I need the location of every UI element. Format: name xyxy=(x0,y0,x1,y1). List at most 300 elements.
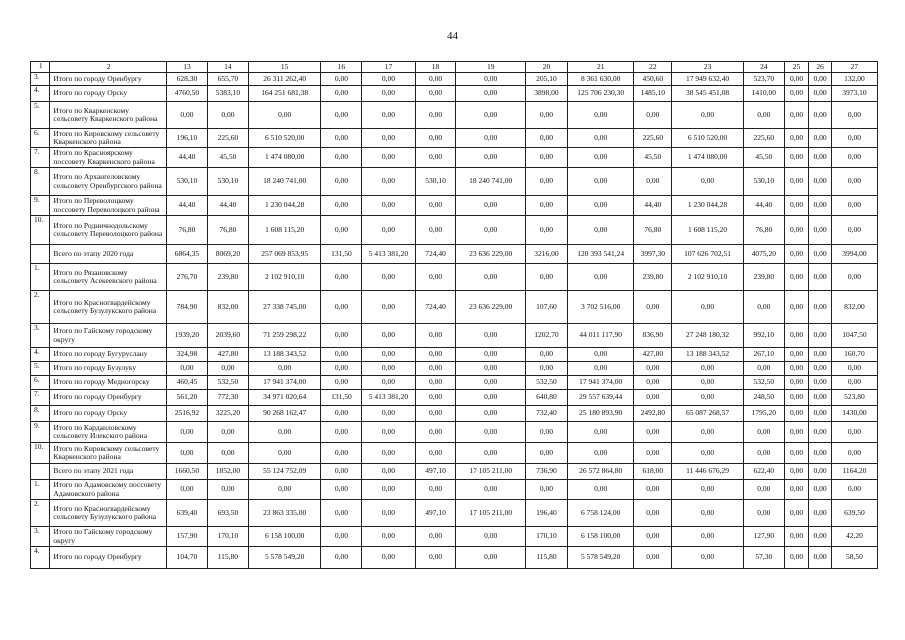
value-cell: 45,50 xyxy=(743,148,784,168)
value-cell: 0,00 xyxy=(784,216,809,245)
value-cell: 2039,60 xyxy=(207,324,248,348)
value-cell: 0,00 xyxy=(809,443,832,464)
row-number-cell: 5. xyxy=(31,362,50,376)
table-row xyxy=(31,480,878,500)
row-label-cell: Итого по Адамовскому поссовету Адамовского района xyxy=(50,480,167,500)
value-cell: 427,80 xyxy=(207,348,248,362)
value-cell: 497,10 xyxy=(415,500,456,527)
value-cell: 640,80 xyxy=(526,390,568,406)
value-cell: 0,00 xyxy=(784,390,809,406)
value-cell: 6864,35 xyxy=(167,245,208,264)
row-label-cell: Итого по городу Медногорску xyxy=(50,376,167,390)
value-cell: 0,00 xyxy=(415,216,456,245)
value-cell: 13 188 343,52 xyxy=(672,348,744,362)
value-cell: 0,00 xyxy=(634,362,672,376)
value-cell: 1 230 044,28 xyxy=(248,196,321,216)
row-label-cell: Итого по Кировскому сельсовету Кваркенского района xyxy=(50,443,167,464)
value-cell: 0,00 xyxy=(526,264,568,291)
value-cell: 561,20 xyxy=(167,390,208,406)
value-cell: 3994,00 xyxy=(831,245,877,264)
value-cell: 23 636 229,00 xyxy=(456,245,526,264)
value-cell: 532,50 xyxy=(526,376,568,390)
value-cell: 107 626 702,51 xyxy=(672,245,744,264)
value-cell: 0,00 xyxy=(784,348,809,362)
value-cell: 0,00 xyxy=(415,148,456,168)
value-cell: 26 572 864,80 xyxy=(567,464,633,480)
row-label-cell: Итого по Красноярскому поссовету Кваркенского района xyxy=(50,148,167,168)
value-cell: 0,00 xyxy=(456,86,526,102)
value-cell: 0,00 xyxy=(321,500,362,527)
value-cell: 0,00 xyxy=(784,464,809,480)
value-cell: 0,00 xyxy=(362,443,415,464)
row-number-cell: 4. xyxy=(31,86,50,102)
value-cell: 170,10 xyxy=(207,527,248,547)
value-cell: 6 158 100,00 xyxy=(567,527,633,547)
value-cell: 44,40 xyxy=(634,196,672,216)
value-cell: 5 578 549,20 xyxy=(567,547,633,569)
header-row xyxy=(31,62,878,73)
table-row xyxy=(31,73,878,86)
value-cell: 0,00 xyxy=(207,443,248,464)
value-cell: 2 102 910,10 xyxy=(672,264,744,291)
value-cell: 0,00 xyxy=(809,362,832,376)
value-cell: 992,10 xyxy=(743,324,784,348)
value-cell: 225,60 xyxy=(207,129,248,148)
value-cell: 0,00 xyxy=(634,547,672,569)
header-cell: 19 xyxy=(456,62,526,73)
value-cell: 0,00 xyxy=(415,422,456,443)
row-label-cell: Итого по Кардаиловскому сельсовету Илекского района xyxy=(50,422,167,443)
value-cell: 0,00 xyxy=(526,443,568,464)
table-row xyxy=(31,500,878,527)
value-cell: 0,00 xyxy=(567,348,633,362)
value-cell: 0,00 xyxy=(634,390,672,406)
value-cell: 832,00 xyxy=(207,291,248,324)
value-cell: 0,00 xyxy=(207,362,248,376)
value-cell: 0,00 xyxy=(248,102,321,129)
value-cell: 5383,10 xyxy=(207,86,248,102)
value-cell: 0,00 xyxy=(784,547,809,569)
value-cell: 0,00 xyxy=(415,86,456,102)
value-cell: 0,00 xyxy=(672,500,744,527)
row-label-cell: Итого по Гайскому городскому округу xyxy=(50,324,167,348)
value-cell: 0,00 xyxy=(809,129,832,148)
value-cell: 0,00 xyxy=(321,527,362,547)
value-cell: 0,00 xyxy=(526,102,568,129)
value-cell: 0,00 xyxy=(831,264,877,291)
value-cell: 4760,50 xyxy=(167,86,208,102)
value-cell: 6 510 520,00 xyxy=(672,129,744,148)
value-cell: 29 557 639,44 xyxy=(567,390,633,406)
value-cell: 0,00 xyxy=(672,102,744,129)
value-cell: 0,00 xyxy=(456,362,526,376)
value-cell: 0,00 xyxy=(456,264,526,291)
total-row xyxy=(31,245,878,264)
row-label-cell: Итого по городу Бузулуку xyxy=(50,362,167,376)
value-cell: 5 578 549,20 xyxy=(248,547,321,569)
row-label-cell: Итого по Кировскому сельсовету Кваркенского района xyxy=(50,129,167,148)
value-cell: 0,00 xyxy=(567,129,633,148)
row-label-cell: Итого по Красногвардейскому сельсовету Бузулукского района xyxy=(50,500,167,527)
value-cell: 523,80 xyxy=(831,390,877,406)
value-cell: 76,80 xyxy=(743,216,784,245)
value-cell: 0,00 xyxy=(362,324,415,348)
value-cell: 0,00 xyxy=(321,196,362,216)
header-cell: 23 xyxy=(672,62,744,73)
value-cell: 115,80 xyxy=(526,547,568,569)
value-cell: 276,70 xyxy=(167,264,208,291)
value-cell: 0,00 xyxy=(743,480,784,500)
value-cell: 618,00 xyxy=(634,464,672,480)
value-cell: 0,00 xyxy=(415,443,456,464)
table-row xyxy=(31,86,878,102)
value-cell: 18 240 741,00 xyxy=(248,168,321,196)
value-cell: 65 087 268,57 xyxy=(672,406,744,422)
value-cell: 0,00 xyxy=(784,527,809,547)
row-label-cell: Итого по Кваркенскому сельсовету Кваркенского района xyxy=(50,102,167,129)
value-cell: 0,00 xyxy=(526,362,568,376)
table-row xyxy=(31,216,878,245)
value-cell: 530,10 xyxy=(415,168,456,196)
value-cell: 655,70 xyxy=(207,73,248,86)
value-cell: 0,00 xyxy=(526,216,568,245)
value-cell: 225,60 xyxy=(743,129,784,148)
value-cell: 2516,92 xyxy=(167,406,208,422)
value-cell: 0,00 xyxy=(784,324,809,348)
value-cell: 0,00 xyxy=(415,376,456,390)
value-cell: 0,00 xyxy=(415,196,456,216)
value-cell: 0,00 xyxy=(809,348,832,362)
value-cell: 0,00 xyxy=(362,547,415,569)
value-cell: 0,00 xyxy=(634,443,672,464)
value-cell: 45,50 xyxy=(207,148,248,168)
value-cell: 450,60 xyxy=(634,73,672,86)
value-cell: 0,00 xyxy=(672,390,744,406)
table-row xyxy=(31,362,878,376)
value-cell: 0,00 xyxy=(567,196,633,216)
value-cell: 0,00 xyxy=(362,500,415,527)
table-row xyxy=(31,443,878,464)
value-cell: 131,50 xyxy=(321,245,362,264)
value-cell: 0,00 xyxy=(362,527,415,547)
value-cell: 0,00 xyxy=(207,422,248,443)
value-cell: 0,00 xyxy=(167,480,208,500)
value-cell: 0,00 xyxy=(831,148,877,168)
row-number-cell: 3. xyxy=(31,73,50,86)
value-cell: 0,00 xyxy=(567,443,633,464)
value-cell: 324,98 xyxy=(167,348,208,362)
value-cell: 0,00 xyxy=(809,480,832,500)
value-cell: 0,00 xyxy=(634,376,672,390)
value-cell: 0,00 xyxy=(321,348,362,362)
value-cell: 0,00 xyxy=(567,148,633,168)
value-cell: 0,00 xyxy=(809,547,832,569)
value-cell: 530,10 xyxy=(743,168,784,196)
value-cell: 17 941 374,00 xyxy=(248,376,321,390)
value-cell: 0,00 xyxy=(362,86,415,102)
value-cell: 0,00 xyxy=(784,168,809,196)
value-cell: 497,10 xyxy=(415,464,456,480)
value-cell: 45,50 xyxy=(634,148,672,168)
value-cell: 17 105 211,00 xyxy=(456,500,526,527)
value-cell: 0,00 xyxy=(456,547,526,569)
value-cell: 0,00 xyxy=(672,376,744,390)
value-cell: 0,00 xyxy=(809,102,832,129)
value-cell: 1202,70 xyxy=(526,324,568,348)
value-cell: 0,00 xyxy=(321,547,362,569)
value-cell: 44,40 xyxy=(207,196,248,216)
data-table xyxy=(30,61,878,569)
value-cell: 0,00 xyxy=(207,480,248,500)
value-cell: 1 608 115,20 xyxy=(248,216,321,245)
value-cell: 0,00 xyxy=(567,168,633,196)
value-cell: 157,90 xyxy=(167,527,208,547)
value-cell: 0,00 xyxy=(784,86,809,102)
value-cell: 0,00 xyxy=(672,422,744,443)
value-cell: 196,10 xyxy=(167,129,208,148)
value-cell: 107,60 xyxy=(526,291,568,324)
value-cell: 132,00 xyxy=(831,73,877,86)
value-cell: 239,80 xyxy=(634,264,672,291)
row-number-cell: 2. xyxy=(31,500,50,527)
table-body xyxy=(31,62,878,569)
value-cell: 8069,20 xyxy=(207,245,248,264)
value-cell: 13 188 343,52 xyxy=(248,348,321,362)
value-cell: 0,00 xyxy=(672,168,744,196)
value-cell: 0,00 xyxy=(321,168,362,196)
value-cell: 0,00 xyxy=(634,422,672,443)
value-cell: 0,00 xyxy=(831,168,877,196)
value-cell: 3 702 516,00 xyxy=(567,291,633,324)
value-cell: 0,00 xyxy=(809,500,832,527)
value-cell: 6 510 520,00 xyxy=(248,129,321,148)
value-cell: 0,00 xyxy=(809,464,832,480)
value-cell: 1485,10 xyxy=(634,86,672,102)
value-cell: 0,00 xyxy=(415,547,456,569)
row-number-cell: 6. xyxy=(31,376,50,390)
value-cell: 0,00 xyxy=(167,422,208,443)
value-cell: 0,00 xyxy=(362,362,415,376)
value-cell: 0,00 xyxy=(321,324,362,348)
value-cell: 0,00 xyxy=(167,443,208,464)
value-cell: 0,00 xyxy=(526,348,568,362)
row-label-cell: Итого по Родничнодольскому сельсовету Переволоцкого района xyxy=(50,216,167,245)
value-cell: 58,50 xyxy=(831,547,877,569)
value-cell: 693,50 xyxy=(207,500,248,527)
value-cell: 772,30 xyxy=(207,390,248,406)
value-cell: 0,00 xyxy=(321,464,362,480)
value-cell: 0,00 xyxy=(567,422,633,443)
value-cell: 57,30 xyxy=(743,547,784,569)
value-cell: 0,00 xyxy=(784,73,809,86)
value-cell: 0,00 xyxy=(362,464,415,480)
value-cell: 0,00 xyxy=(362,406,415,422)
value-cell: 0,00 xyxy=(567,216,633,245)
row-label-cell: Итого по городу Оренбургу xyxy=(50,547,167,569)
value-cell: 0,00 xyxy=(672,362,744,376)
value-cell: 832,00 xyxy=(831,291,877,324)
value-cell: 0,00 xyxy=(456,148,526,168)
value-cell: 0,00 xyxy=(743,422,784,443)
value-cell: 0,00 xyxy=(743,500,784,527)
value-cell: 836,90 xyxy=(634,324,672,348)
value-cell: 724,40 xyxy=(415,245,456,264)
value-cell: 0,00 xyxy=(831,102,877,129)
value-cell: 0,00 xyxy=(784,129,809,148)
value-cell: 0,00 xyxy=(456,324,526,348)
value-cell: 0,00 xyxy=(784,148,809,168)
value-cell: 1 474 080,00 xyxy=(248,148,321,168)
value-cell: 0,00 xyxy=(321,443,362,464)
value-cell: 628,30 xyxy=(167,73,208,86)
row-number-cell: 3. xyxy=(31,324,50,348)
header-cell: 21 xyxy=(567,62,633,73)
value-cell: 131,50 xyxy=(321,390,362,406)
value-cell: 76,80 xyxy=(634,216,672,245)
value-cell: 0,00 xyxy=(415,73,456,86)
value-cell: 0,00 xyxy=(784,264,809,291)
value-cell: 55 124 752,09 xyxy=(248,464,321,480)
value-cell: 0,00 xyxy=(634,102,672,129)
value-cell: 0,00 xyxy=(634,500,672,527)
header-cell: 17 xyxy=(362,62,415,73)
row-number-cell: 7. xyxy=(31,148,50,168)
header-cell: 2 xyxy=(50,62,167,73)
value-cell: 104,70 xyxy=(167,547,208,569)
value-cell: 0,00 xyxy=(415,480,456,500)
row-label-cell: Всего по этапу 2021 года xyxy=(50,464,167,480)
value-cell: 0,00 xyxy=(809,168,832,196)
value-cell: 17 949 632,40 xyxy=(672,73,744,86)
value-cell: 0,00 xyxy=(456,73,526,86)
value-cell: 0,00 xyxy=(526,480,568,500)
table-row xyxy=(31,547,878,569)
value-cell: 164 251 681,38 xyxy=(248,86,321,102)
value-cell: 0,00 xyxy=(634,168,672,196)
value-cell: 76,80 xyxy=(167,216,208,245)
value-cell: 3898,00 xyxy=(526,86,568,102)
value-cell: 0,00 xyxy=(415,527,456,547)
value-cell: 1 230 044,28 xyxy=(672,196,744,216)
value-cell: 0,00 xyxy=(362,129,415,148)
table-row xyxy=(31,348,878,362)
value-cell: 1795,20 xyxy=(743,406,784,422)
header-cell: 20 xyxy=(526,62,568,73)
value-cell: 0,00 xyxy=(809,406,832,422)
value-cell: 0,00 xyxy=(167,102,208,129)
value-cell: 0,00 xyxy=(809,390,832,406)
value-cell: 248,50 xyxy=(743,390,784,406)
value-cell: 160,70 xyxy=(831,348,877,362)
value-cell: 2492,80 xyxy=(634,406,672,422)
value-cell: 170,10 xyxy=(526,527,568,547)
value-cell: 0,00 xyxy=(784,245,809,264)
value-cell: 0,00 xyxy=(415,406,456,422)
value-cell: 1 474 080,00 xyxy=(672,148,744,168)
value-cell: 4075,20 xyxy=(743,245,784,264)
table-row xyxy=(31,196,878,216)
row-number-cell: 9. xyxy=(31,196,50,216)
value-cell: 0,00 xyxy=(415,129,456,148)
value-cell: 0,00 xyxy=(415,324,456,348)
header-cell: 27 xyxy=(831,62,877,73)
value-cell: 0,00 xyxy=(672,443,744,464)
value-cell: 0,00 xyxy=(831,422,877,443)
value-cell: 724,40 xyxy=(415,291,456,324)
value-cell: 0,00 xyxy=(362,291,415,324)
value-cell: 0,00 xyxy=(784,196,809,216)
row-number-cell: 4. xyxy=(31,348,50,362)
value-cell: 239,80 xyxy=(207,264,248,291)
table-row xyxy=(31,129,878,148)
value-cell: 0,00 xyxy=(809,148,832,168)
row-number-cell xyxy=(31,464,50,480)
value-cell: 0,00 xyxy=(362,168,415,196)
value-cell: 0,00 xyxy=(567,102,633,129)
value-cell: 736,90 xyxy=(526,464,568,480)
row-label-cell: Итого по Рязановскому сельсовету Асекеевского района xyxy=(50,264,167,291)
value-cell: 532,50 xyxy=(207,376,248,390)
value-cell: 1660,50 xyxy=(167,464,208,480)
value-cell: 530,10 xyxy=(167,168,208,196)
value-cell: 0,00 xyxy=(809,86,832,102)
value-cell: 0,00 xyxy=(415,362,456,376)
value-cell: 0,00 xyxy=(831,443,877,464)
value-cell: 3997,30 xyxy=(634,245,672,264)
value-cell: 0,00 xyxy=(809,291,832,324)
value-cell: 784,90 xyxy=(167,291,208,324)
value-cell: 0,00 xyxy=(362,376,415,390)
value-cell: 0,00 xyxy=(362,148,415,168)
table-row xyxy=(31,324,878,348)
value-cell: 0,00 xyxy=(248,422,321,443)
value-cell: 18 240 741,00 xyxy=(456,168,526,196)
value-cell: 38 545 451,08 xyxy=(672,86,744,102)
value-cell: 26 311 262,40 xyxy=(248,73,321,86)
value-cell: 0,00 xyxy=(321,376,362,390)
value-cell: 0,00 xyxy=(784,376,809,390)
value-cell: 90 268 162,47 xyxy=(248,406,321,422)
value-cell: 0,00 xyxy=(456,527,526,547)
value-cell: 0,00 xyxy=(743,102,784,129)
value-cell: 0,00 xyxy=(526,148,568,168)
row-number-cell: 5. xyxy=(31,102,50,129)
value-cell: 34 971 020,64 xyxy=(248,390,321,406)
value-cell: 0,00 xyxy=(743,443,784,464)
value-cell: 0,00 xyxy=(321,422,362,443)
value-cell: 0,00 xyxy=(809,422,832,443)
value-cell: 0,00 xyxy=(362,196,415,216)
row-number-cell: 10. xyxy=(31,216,50,245)
value-cell: 6 158 100,00 xyxy=(248,527,321,547)
row-number-cell: 1. xyxy=(31,264,50,291)
header-cell: 22 xyxy=(634,62,672,73)
value-cell: 0,00 xyxy=(456,216,526,245)
row-label-cell: Всего по этапу 2020 года xyxy=(50,245,167,264)
value-cell: 0,00 xyxy=(784,291,809,324)
value-cell: 0,00 xyxy=(362,422,415,443)
value-cell: 27 338 745,00 xyxy=(248,291,321,324)
value-cell: 532,50 xyxy=(743,376,784,390)
header-cell: 24 xyxy=(743,62,784,73)
value-cell: 120 393 541,24 xyxy=(567,245,633,264)
value-cell: 0,00 xyxy=(526,168,568,196)
page-number: 44 xyxy=(447,30,458,42)
row-number-cell: 6. xyxy=(31,129,50,148)
value-cell: 17 941 374,00 xyxy=(567,376,633,390)
table-row xyxy=(31,148,878,168)
value-cell: 523,70 xyxy=(743,73,784,86)
